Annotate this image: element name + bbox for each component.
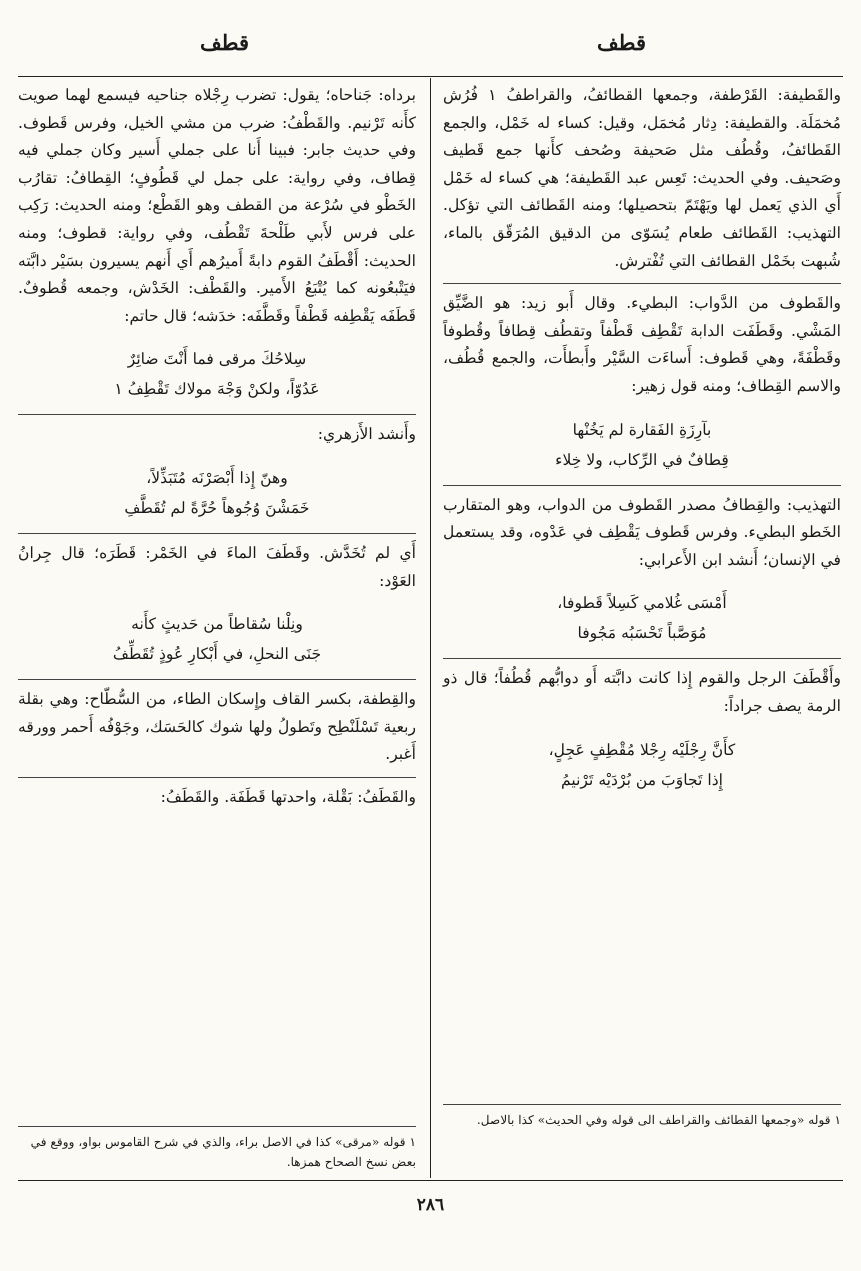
- entry-paragraph: والقَطيفة: القَرْطفة، وجمعها القطائفُ، والقراطفُ ١ فُرُش مُخمَلَة. والقطيفة: دِثار مُخمَل، وقيل: كساء له خَمْل، والجمع القَطائفُ، وقُطُف مثل صَحيفة وصُحف كأَنها جمع قَطيف وصَحيف. وفي الحديث: تَعِس عبد القَطيفة؛ هي كساء له خَمْل أَي الذي يَعمل لها ويَهْتَمّ بتحصيلها؛ ومنه القَطائف التي تؤكل. التهذيب: القَطائف طعام يُسَوّى من الدقيق المُرَقّق بالماء، شُبهت بخَمْل القطائف التي تُفْترش.: [443, 86, 841, 270]
- section-divider: [18, 777, 416, 778]
- poem-verse: [18, 463, 416, 523]
- poem-verse: [18, 344, 416, 404]
- section-divider: [443, 658, 841, 659]
- section-divider: [18, 533, 416, 534]
- verse-line: كأَنَّ رِجْلَيْه رِجْلا مُقْطِفٍ عَجِلٍ،: [548, 740, 736, 759]
- poem-verse: [443, 588, 841, 648]
- verse-line: أَمْسَى غُلامي كَسِلاً قَطوفا،: [557, 594, 727, 613]
- right-column: [443, 82, 841, 805]
- footer-rule: [18, 1180, 843, 1181]
- verse-line: وهنّ إِذا أَبْصَرْنَه مُتَبَذِّلاً،: [146, 468, 288, 487]
- footnote-rule-left: [18, 1126, 416, 1127]
- entry-paragraph: والقَطوف من الدَّواب: البطيء. وقال أَبو زيد: هو الضَّيِّق المَشْي. وقَطَفَت الدابة تَقْطِف قَطْفاً وتقطُف قِطافاً وقُطوفاً وقَطْفَةً، وهي قَطوف: أَساءَت السَّيْر وأَبطأَت، والجمع قُطُف، والاسم القِطاف؛ ومنه قول زهير:: [443, 294, 841, 395]
- entry-paragraph: برداه: جَناحاه؛ يقول: تضرب رِجْلاه جناحيه فيسمع لهما صويت كأَنه تَرْنيم. والقَطْفُ: ضرب من مشي الخيل، وفرس قَطوف. وفي حديث جابر: فبينا أَنا على جملي أَسير وكان جملي فيه قِطاف، وفي رواية: على جمل لي قَطُوفٍ؛ القِطافُ: تقارُب الخَطْو في سُرْعة من القطف وهو القَطْع؛ ومنه الحديث: رَكِب على فرس لأَبي طَلْحةَ تَقْطُف، وفي رواية: قطوف؛ ومنه الحديث: أَقْطَفُ القوم دابةً أَميرُهم أَي أَنهم يسيرون بسَيْر دابَّته فيَتْبعُونه كما يُتْبَعُ الأَمير. والقَطْف: الخَدْش، وجمعه قُطوفٌ. قَطَفَه يَقْطِفه قَطْفاً وقَطَّفَه: خدَشه؛ قال حاتم:: [18, 86, 416, 325]
- verse-line: سِلاحُكَ مرقى فما أَنْتَ ضائِرٌ: [127, 350, 307, 369]
- footnote-rule-right: [443, 1104, 841, 1105]
- verse-line: خَمَشْنَ وُجُوهاً حُرَّةً لم تُقَطَّفِ: [124, 498, 310, 517]
- entry-paragraph: وأَنشد الأَزهري:: [317, 425, 416, 444]
- section-divider: [18, 679, 416, 680]
- poem-verse: [443, 735, 841, 795]
- entry-paragraph: التهذيب: والقِطافُ مصدر القَطوف من الدواب، وهو المتقارب الخَطو البطيء. وفرس قَطوف يَقْطِف في عَدْوه، وقد يستعمل في الإنسان؛ أَنشد ابن الأَعرابي:: [443, 495, 841, 569]
- header-rule: [18, 76, 843, 77]
- column-divider: [430, 78, 431, 1178]
- page-number: ٢٨٦: [416, 1195, 445, 1215]
- verse-line: جَنَى النحلِ، في أَبْكارِ عُوذٍ تُقَطِّفُ: [112, 645, 322, 664]
- entry-paragraph: وأَقْطَفَ الرجل والقوم إِذا كانت دابَّته أَو دوابُّهم قُطُفاً؛ قال ذو الرمة يصف جراداً:: [443, 669, 841, 715]
- poem-verse: [443, 415, 841, 475]
- verse-line: ونِلْنا سُقاطاً من حَديثٍ كأَنه: [131, 615, 303, 634]
- verse-line: عَدُوّاً، ولكنْ وَجْهَ مولاك تَقْطِفُ ١: [114, 380, 320, 399]
- running-header-right: قطف: [596, 30, 646, 55]
- section-divider: [443, 283, 841, 284]
- section-divider: [18, 414, 416, 415]
- footnote-right: ١ قوله «وجمعها القطائف والقراطف الى قوله وفي الحديث» كذا بالاصل.: [476, 1113, 841, 1127]
- verse-line: مُوَصَّباً تَحْسَبُه مَجُوفا: [577, 624, 707, 643]
- running-header-left: قطف: [200, 30, 250, 55]
- section-divider: [443, 485, 841, 486]
- entry-paragraph: والقِطفة، بكسر القاف وإِسكان الطاء، من السُّطّاح: وهي بقلة ربعية تَسْلَنْطِح وتَطولُ ولها شوك كالحَسَك، وجَوْفُه أَحمر وورقه أَغبر.: [18, 690, 416, 764]
- poem-verse: [18, 609, 416, 669]
- verse-line: قِطافٌ في الرِّكاب، ولا خِلاء: [555, 450, 729, 469]
- verse-line: إِذا تَجاوَبَ من بُرْدَيْه تَرْنيمُ: [561, 770, 723, 789]
- entry-paragraph: والقَطَفُ: بَقْلة، واحدتها قَطَفَة. والقَطَفُ:: [160, 787, 416, 806]
- left-column: [18, 82, 416, 812]
- entry-paragraph: أَي لم تُخَدَّش. وقَطَفَ الماءَ في الخَمْر: قَطَرَه؛ قال جِرانُ العَوْد:: [18, 543, 416, 590]
- footnote-left: ١ قوله «مرقى» كذا في الاصل براء، والذي في شرح القاموس بواو، ووقع في بعض نسخ الصحاح همزها.: [30, 1135, 416, 1169]
- verse-line: بآرِزَةِ الفَقارة لم يَخُنْها: [572, 420, 712, 439]
